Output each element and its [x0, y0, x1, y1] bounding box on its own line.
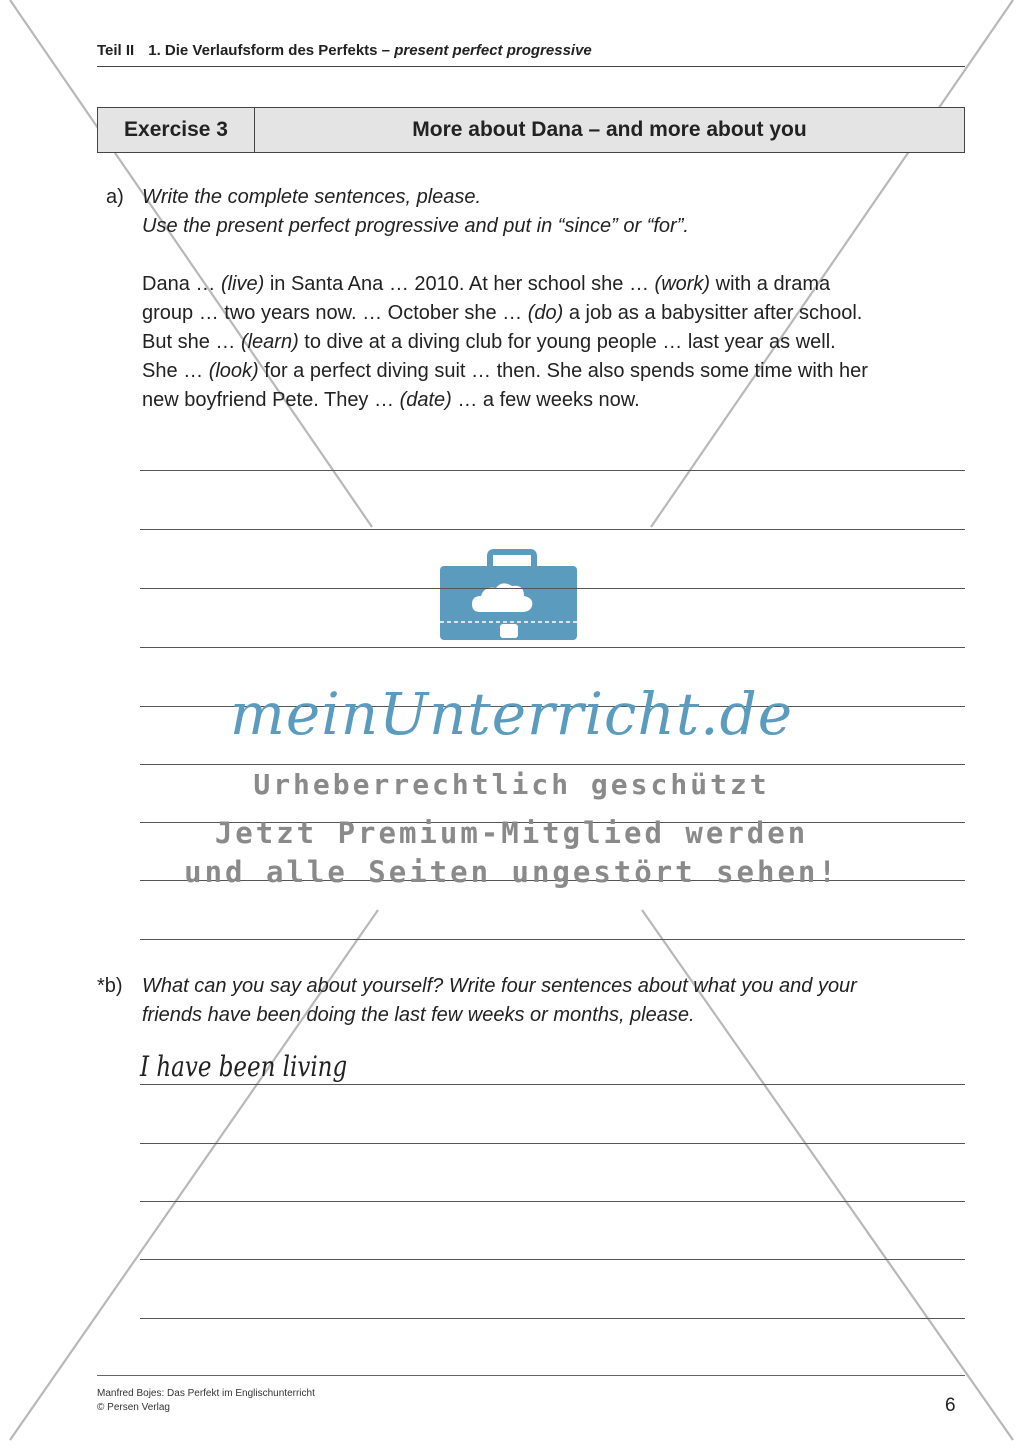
exercise-text-line	[142, 357, 972, 386]
answer-line[interactable]	[140, 1201, 965, 1202]
header-part: Teil II	[97, 42, 135, 59]
part-a-instruction-1: Write the complete sentences, please.	[142, 186, 482, 208]
answer-line[interactable]	[140, 529, 965, 530]
sentence-text: with a drama	[710, 273, 831, 295]
answer-line[interactable]	[140, 588, 965, 589]
answer-line[interactable]	[140, 647, 965, 648]
sentence-text: group … two years now. … October she …	[142, 302, 528, 324]
sentence-text: a job as a babysitter after school.	[563, 302, 863, 324]
header-divider	[97, 66, 965, 67]
verb-cue: (look)	[208, 360, 259, 382]
sentence-text: to dive at a diving club for young people … last year as well.	[298, 331, 836, 353]
answer-line[interactable]	[140, 764, 965, 765]
answer-line[interactable]	[140, 939, 965, 940]
verb-cue: (work)	[654, 273, 711, 295]
footer-divider	[97, 1375, 965, 1376]
part-a-instruction-2: Use the present perfect progressive and put in “since” or “for”.	[142, 215, 689, 237]
watermark-premium-line-1: Jetzt Premium-Mitglied werden	[214, 816, 809, 850]
exercise-text-line	[142, 386, 972, 415]
watermark-premium-line-2: und alle Seiten ungestört sehen!	[184, 855, 839, 889]
watermark-brand: meinUnterricht.de	[229, 680, 794, 748]
verb-cue: (date)	[399, 389, 452, 411]
answer-line[interactable]	[140, 1084, 965, 1085]
handwritten-answer: I have been living	[140, 1050, 348, 1083]
part-b-instruction-1: What can you say about yourself? Write four sentences about what you and your	[142, 975, 857, 997]
footer-author: Manfred Bojes: Das Perfekt im Englischunterricht	[97, 1388, 315, 1399]
verb-cue: (learn)	[240, 331, 299, 353]
sentence-text: new boyfriend Pete. They …	[142, 389, 400, 411]
exercise-text-line	[142, 328, 972, 357]
header-chapter: 1. Die Verlaufsform des Perfekts –	[148, 42, 395, 59]
page-number: 6	[945, 1395, 956, 1416]
part-b-instruction-2: friends have been doing the last few weeks or months, please.	[142, 1004, 695, 1026]
footer-publisher: © Persen Verlag	[97, 1402, 170, 1413]
part-a-exercise-text	[142, 270, 972, 415]
briefcase-icon	[440, 552, 577, 640]
sentence-text: … a few weeks now.	[451, 389, 640, 411]
exercise-text-line	[142, 299, 972, 328]
sentence-text: She …	[142, 360, 209, 382]
answer-line[interactable]	[140, 1259, 965, 1260]
answer-line[interactable]	[140, 1143, 965, 1144]
exercise-heading-box	[97, 107, 965, 153]
verb-cue: (live)	[220, 273, 265, 295]
part-b-label: *b)	[97, 975, 123, 997]
sentence-text: in Santa Ana … 2010. At her school she …	[264, 273, 655, 295]
part-a-label: a)	[106, 186, 124, 208]
answer-line[interactable]	[140, 470, 965, 471]
exercise-title: More about Dana – and more about you	[412, 118, 807, 141]
page-header	[97, 42, 592, 59]
verb-cue: (do)	[527, 302, 564, 324]
exercise-number: Exercise 3	[98, 108, 255, 152]
watermark-copyright: Urheberrechtlich geschützt	[253, 768, 770, 801]
exercise-text-line	[142, 270, 972, 299]
header-chapter-italic: present perfect progressive	[394, 42, 592, 59]
sentence-text: But she …	[142, 331, 241, 353]
answer-line[interactable]	[140, 1318, 965, 1319]
sentence-text: Dana …	[142, 273, 221, 295]
sentence-text: for a perfect diving suit … then. She also spends some time with her	[258, 360, 868, 382]
